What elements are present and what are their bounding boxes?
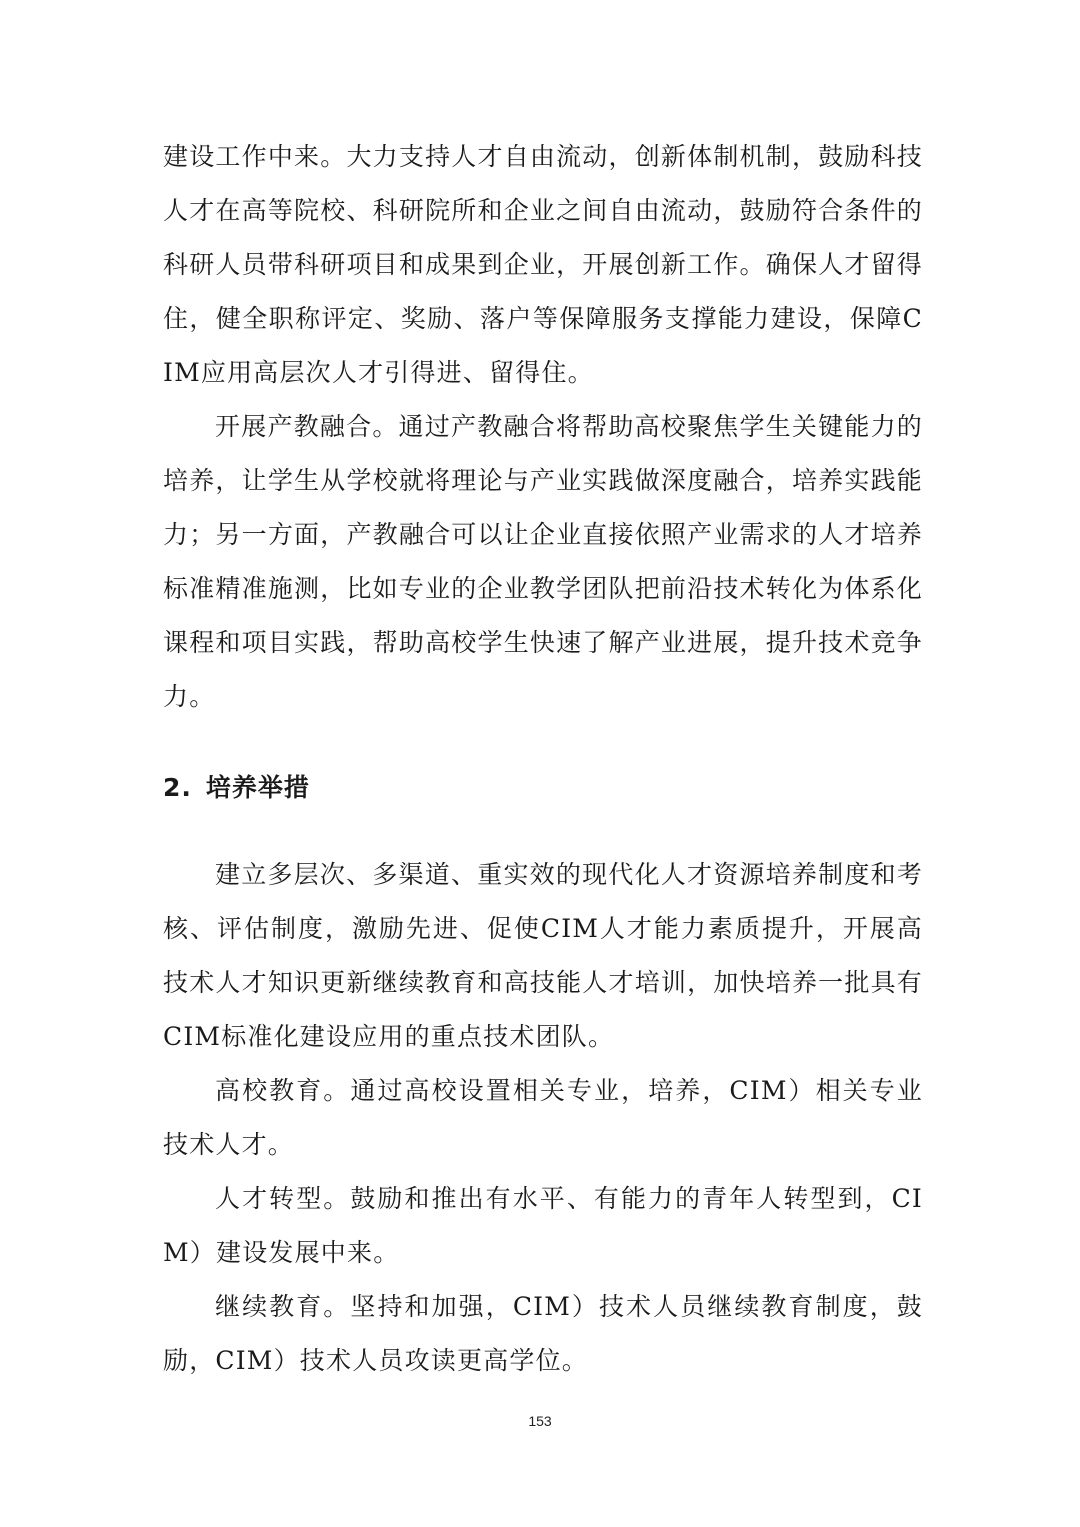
paragraph-talent-transition: 人才转型。鼓励和推出有水平、有能力的青年人转型到，CIM）建设发展中来。	[163, 1184, 923, 1267]
paragraph-industry-education: 开展产教融合。通过产教融合将帮助高校聚焦学生关键能力的培养，让学生从学校就将理论与产业实践做深度融合，培养实践能力；另一方面，产教融合可以让企业直接依照产业需求的人才培养标准精准施测，比如专业的企业教学团队把前沿技术转化为体系化课程和项目实践，帮助高校学生快速了解产业进展，提升技术竞争力。	[163, 412, 923, 711]
section-heading	[163, 761, 923, 815]
section-number: 2.	[163, 773, 192, 802]
paragraph-continuing-education: 继续教育。坚持和加强，CIM）技术人员继续教育制度，鼓励，CIM）技术人员攻读更高学位。	[163, 1292, 923, 1375]
paragraph-training-system: 建立多层次、多渠道、重实效的现代化人才资源培养制度和考核、评估制度，激励先进、促使CIM人才能力素质提升，开展高技术人才知识更新继续教育和高技能人才培训，加快培养一批具有CIM标准化建设应用的重点技术团队。	[163, 860, 923, 1051]
paragraph-talent-mobility: 建设工作中来。大力支持人才自由流动，创新体制机制，鼓励科技人才在高等院校、科研院所和企业之间自由流动，鼓励符合条件的科研人员带科研项目和成果到企业，开展创新工作。确保人才留得住，健全职称评定、奖励、落户等保障服务支撑能力建设，保障CIM应用高层次人才引得进、留得住。	[163, 142, 923, 387]
section-title: 培养举措	[205, 773, 310, 802]
page-content	[163, 130, 923, 1388]
paragraph-university-education: 高校教育。通过高校设置相关专业，培养，CIM）相关专业技术人才。	[163, 1076, 923, 1159]
page-number: 153	[528, 1413, 552, 1429]
